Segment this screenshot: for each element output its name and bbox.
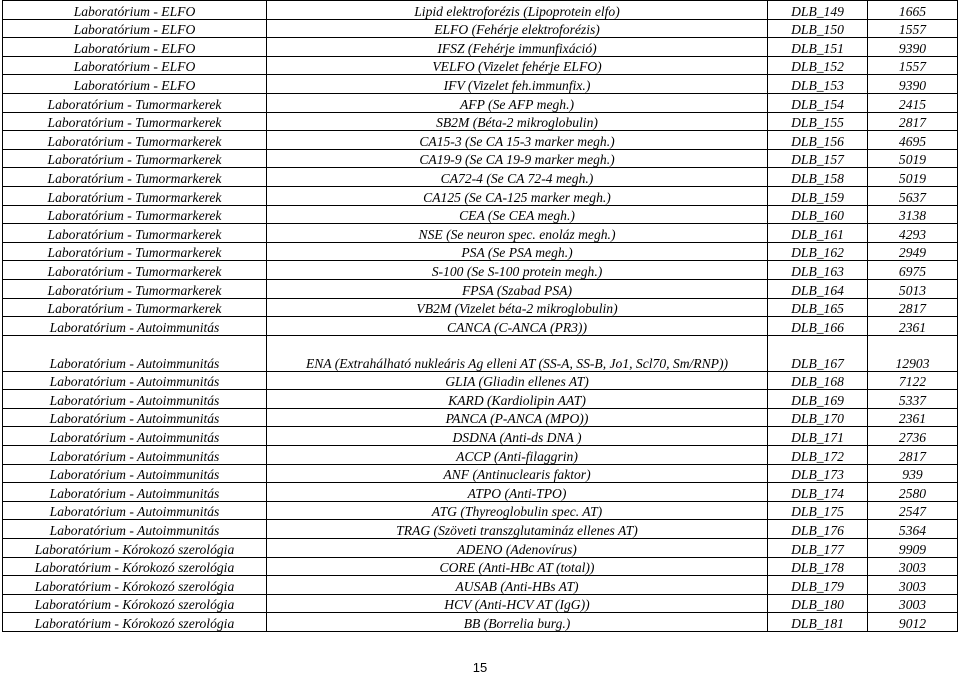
- test-name-cell: ENA (Extrahálható nukleáris Ag elleni AT (SS-A, SS-B, Jo1, Scl70, Sm/RNP)): [267, 335, 768, 371]
- table-row: [3, 576, 958, 595]
- code-cell: DLB_159: [768, 186, 868, 205]
- price-cell: 4293: [868, 224, 958, 243]
- price-cell: 2817: [868, 298, 958, 317]
- code-cell: DLB_161: [768, 224, 868, 243]
- category-cell: Laboratórium - Autoimmunitás: [3, 335, 267, 371]
- price-cell: 9390: [868, 75, 958, 94]
- category-cell: Laboratórium - Tumormarkerek: [3, 224, 267, 243]
- price-cell: 2949: [868, 242, 958, 261]
- category-cell: Laboratórium - Tumormarkerek: [3, 131, 267, 150]
- price-cell: 9909: [868, 539, 958, 558]
- price-cell: 2817: [868, 446, 958, 465]
- category-cell: Laboratórium - Autoimmunitás: [3, 483, 267, 502]
- table-row: [3, 149, 958, 168]
- code-cell: DLB_154: [768, 93, 868, 112]
- price-cell: 939: [868, 464, 958, 483]
- test-name-cell: CANCA (C-ANCA (PR3)): [267, 317, 768, 336]
- code-cell: DLB_156: [768, 131, 868, 150]
- code-cell: DLB_157: [768, 149, 868, 168]
- table-row: [3, 224, 958, 243]
- table-row: [3, 557, 958, 576]
- code-cell: DLB_179: [768, 576, 868, 595]
- test-name-cell: ATPO (Anti-TPO): [267, 483, 768, 502]
- test-name-cell: S-100 (Se S-100 protein megh.): [267, 261, 768, 280]
- test-name-cell: CA72-4 (Se CA 72-4 megh.): [267, 168, 768, 187]
- price-cell: 3003: [868, 576, 958, 595]
- category-cell: Laboratórium - Autoimmunitás: [3, 427, 267, 446]
- test-name-cell: CEA (Se CEA megh.): [267, 205, 768, 224]
- category-cell: Laboratórium - Autoimmunitás: [3, 520, 267, 539]
- code-cell: DLB_170: [768, 408, 868, 427]
- test-name-cell: NSE (Se neuron spec. enoláz megh.): [267, 224, 768, 243]
- table-row: [3, 298, 958, 317]
- code-cell: DLB_158: [768, 168, 868, 187]
- category-cell: Laboratórium - Tumormarkerek: [3, 186, 267, 205]
- price-cell: 3003: [868, 594, 958, 613]
- table-row: [3, 56, 958, 75]
- table-row: [3, 75, 958, 94]
- price-cell: 4695: [868, 131, 958, 150]
- code-cell: DLB_181: [768, 613, 868, 632]
- code-cell: DLB_176: [768, 520, 868, 539]
- test-name-cell: ELFO (Fehérje elektroforézis): [267, 19, 768, 38]
- category-cell: Laboratórium - ELFO: [3, 38, 267, 57]
- price-cell: 5364: [868, 520, 958, 539]
- price-cell: 5019: [868, 149, 958, 168]
- category-cell: Laboratórium - ELFO: [3, 56, 267, 75]
- table-row: [3, 279, 958, 298]
- category-cell: Laboratórium - Tumormarkerek: [3, 205, 267, 224]
- test-name-cell: ANF (Antinuclearis faktor): [267, 464, 768, 483]
- test-name-cell: CA19-9 (Se CA 19-9 marker megh.): [267, 149, 768, 168]
- code-cell: DLB_162: [768, 242, 868, 261]
- test-name-cell: CORE (Anti-HBc AT (total)): [267, 557, 768, 576]
- category-cell: Laboratórium - ELFO: [3, 19, 267, 38]
- table-row: [3, 446, 958, 465]
- test-name-cell: VB2M (Vizelet béta-2 mikroglobulin): [267, 298, 768, 317]
- test-name-cell: PSA (Se PSA megh.): [267, 242, 768, 261]
- table-row: [3, 242, 958, 261]
- test-name-cell: CA15-3 (Se CA 15-3 marker megh.): [267, 131, 768, 150]
- category-cell: Laboratórium - Tumormarkerek: [3, 261, 267, 280]
- category-cell: Laboratórium - Autoimmunitás: [3, 464, 267, 483]
- category-cell: Laboratórium - Tumormarkerek: [3, 112, 267, 131]
- test-name-cell: VELFO (Vizelet fehérje ELFO): [267, 56, 768, 75]
- category-cell: Laboratórium - Autoimmunitás: [3, 371, 267, 390]
- code-cell: DLB_174: [768, 483, 868, 502]
- code-cell: DLB_172: [768, 446, 868, 465]
- category-cell: Laboratórium - Tumormarkerek: [3, 149, 267, 168]
- code-cell: DLB_165: [768, 298, 868, 317]
- code-cell: DLB_178: [768, 557, 868, 576]
- table-row: [3, 594, 958, 613]
- test-name-cell: PANCA (P-ANCA (MPO)): [267, 408, 768, 427]
- category-cell: Laboratórium - Kórokozó szerológia: [3, 594, 267, 613]
- code-cell: DLB_168: [768, 371, 868, 390]
- table-row: [3, 317, 958, 336]
- price-cell: 3003: [868, 557, 958, 576]
- code-cell: DLB_163: [768, 261, 868, 280]
- price-cell: 2736: [868, 427, 958, 446]
- test-name-cell: FPSA (Szabad PSA): [267, 279, 768, 298]
- test-name-cell: ATG (Thyreoglobulin spec. AT): [267, 501, 768, 520]
- table-row: [3, 261, 958, 280]
- code-cell: DLB_166: [768, 317, 868, 336]
- price-cell: 3138: [868, 205, 958, 224]
- category-cell: Laboratórium - Tumormarkerek: [3, 93, 267, 112]
- test-name-cell: CA125 (Se CA-125 marker megh.): [267, 186, 768, 205]
- test-name-cell: AFP (Se AFP megh.): [267, 93, 768, 112]
- price-cell: 5019: [868, 168, 958, 187]
- code-cell: DLB_167: [768, 335, 868, 371]
- code-cell: DLB_169: [768, 390, 868, 409]
- test-name-cell: HCV (Anti-HCV AT (IgG)): [267, 594, 768, 613]
- test-name-cell: SB2M (Béta-2 mikroglobulin): [267, 112, 768, 131]
- code-cell: DLB_164: [768, 279, 868, 298]
- category-cell: Laboratórium - Tumormarkerek: [3, 279, 267, 298]
- code-cell: DLB_175: [768, 501, 868, 520]
- category-cell: Laboratórium - Kórokozó szerológia: [3, 539, 267, 558]
- category-cell: Laboratórium - Autoimmunitás: [3, 390, 267, 409]
- table-row: [3, 501, 958, 520]
- category-cell: Laboratórium - Kórokozó szerológia: [3, 576, 267, 595]
- test-name-cell: KARD (Kardiolipin AAT): [267, 390, 768, 409]
- test-name-cell: GLIA (Gliadin ellenes AT): [267, 371, 768, 390]
- price-cell: 9390: [868, 38, 958, 57]
- category-cell: Laboratórium - Tumormarkerek: [3, 298, 267, 317]
- page-number: 15: [472, 660, 488, 675]
- table-row: [3, 408, 958, 427]
- table-row: [3, 131, 958, 150]
- category-cell: Laboratórium - ELFO: [3, 75, 267, 94]
- category-cell: Laboratórium - Tumormarkerek: [3, 168, 267, 187]
- price-cell: 12903: [868, 335, 958, 371]
- price-cell: 1665: [868, 1, 958, 20]
- table-row: [3, 1, 958, 20]
- table-row: [3, 520, 958, 539]
- test-name-cell: Lipid elektroforézis (Lipoprotein elfo): [267, 1, 768, 20]
- price-cell: 5337: [868, 390, 958, 409]
- table-row: [3, 464, 958, 483]
- table-row: [3, 38, 958, 57]
- table-row: [3, 613, 958, 632]
- code-cell: DLB_173: [768, 464, 868, 483]
- price-cell: 6975: [868, 261, 958, 280]
- category-cell: Laboratórium - Autoimmunitás: [3, 446, 267, 465]
- table-row: [3, 112, 958, 131]
- test-name-cell: AUSAB (Anti-HBs AT): [267, 576, 768, 595]
- test-name-cell: BB (Borrelia burg.): [267, 613, 768, 632]
- category-cell: Laboratórium - Autoimmunitás: [3, 408, 267, 427]
- test-name-cell: IFV (Vizelet feh.immunfix.): [267, 75, 768, 94]
- table-row: [3, 483, 958, 502]
- category-cell: Laboratórium - ELFO: [3, 1, 267, 20]
- test-name-cell: TRAG (Szöveti transzglutamináz ellenes AT): [267, 520, 768, 539]
- price-cell: 2361: [868, 317, 958, 336]
- code-cell: DLB_151: [768, 38, 868, 57]
- code-cell: DLB_160: [768, 205, 868, 224]
- category-cell: Laboratórium - Autoimmunitás: [3, 501, 267, 520]
- price-cell: 9012: [868, 613, 958, 632]
- table-row: [3, 390, 958, 409]
- price-cell: 1557: [868, 56, 958, 75]
- price-cell: 2547: [868, 501, 958, 520]
- category-cell: Laboratórium - Autoimmunitás: [3, 317, 267, 336]
- price-cell: 2361: [868, 408, 958, 427]
- table-row: [3, 205, 958, 224]
- price-cell: 7122: [868, 371, 958, 390]
- price-cell: 2817: [868, 112, 958, 131]
- category-cell: Laboratórium - Tumormarkerek: [3, 242, 267, 261]
- table-row: [3, 427, 958, 446]
- table-row: [3, 371, 958, 390]
- code-cell: DLB_150: [768, 19, 868, 38]
- test-name-cell: IFSZ (Fehérje immunfixáció): [267, 38, 768, 57]
- test-name-cell: ADENO (Adenovírus): [267, 539, 768, 558]
- code-cell: DLB_149: [768, 1, 868, 20]
- code-cell: DLB_177: [768, 539, 868, 558]
- code-cell: DLB_171: [768, 427, 868, 446]
- table-body: [3, 1, 958, 632]
- table-row: [3, 539, 958, 558]
- code-cell: DLB_153: [768, 75, 868, 94]
- table-row: [3, 19, 958, 38]
- test-name-cell: ACCP (Anti-filaggrin): [267, 446, 768, 465]
- code-cell: DLB_152: [768, 56, 868, 75]
- category-cell: Laboratórium - Kórokozó szerológia: [3, 557, 267, 576]
- category-cell: Laboratórium - Kórokozó szerológia: [3, 613, 267, 632]
- table-row: [3, 335, 958, 371]
- price-table: [2, 0, 958, 632]
- code-cell: DLB_155: [768, 112, 868, 131]
- price-cell: 1557: [868, 19, 958, 38]
- table-row: [3, 168, 958, 187]
- price-cell: 5013: [868, 279, 958, 298]
- code-cell: DLB_180: [768, 594, 868, 613]
- price-cell: 2580: [868, 483, 958, 502]
- table-row: [3, 93, 958, 112]
- price-cell: 5637: [868, 186, 958, 205]
- price-cell: 2415: [868, 93, 958, 112]
- table-row: [3, 186, 958, 205]
- test-name-cell: DSDNA (Anti-ds DNA ): [267, 427, 768, 446]
